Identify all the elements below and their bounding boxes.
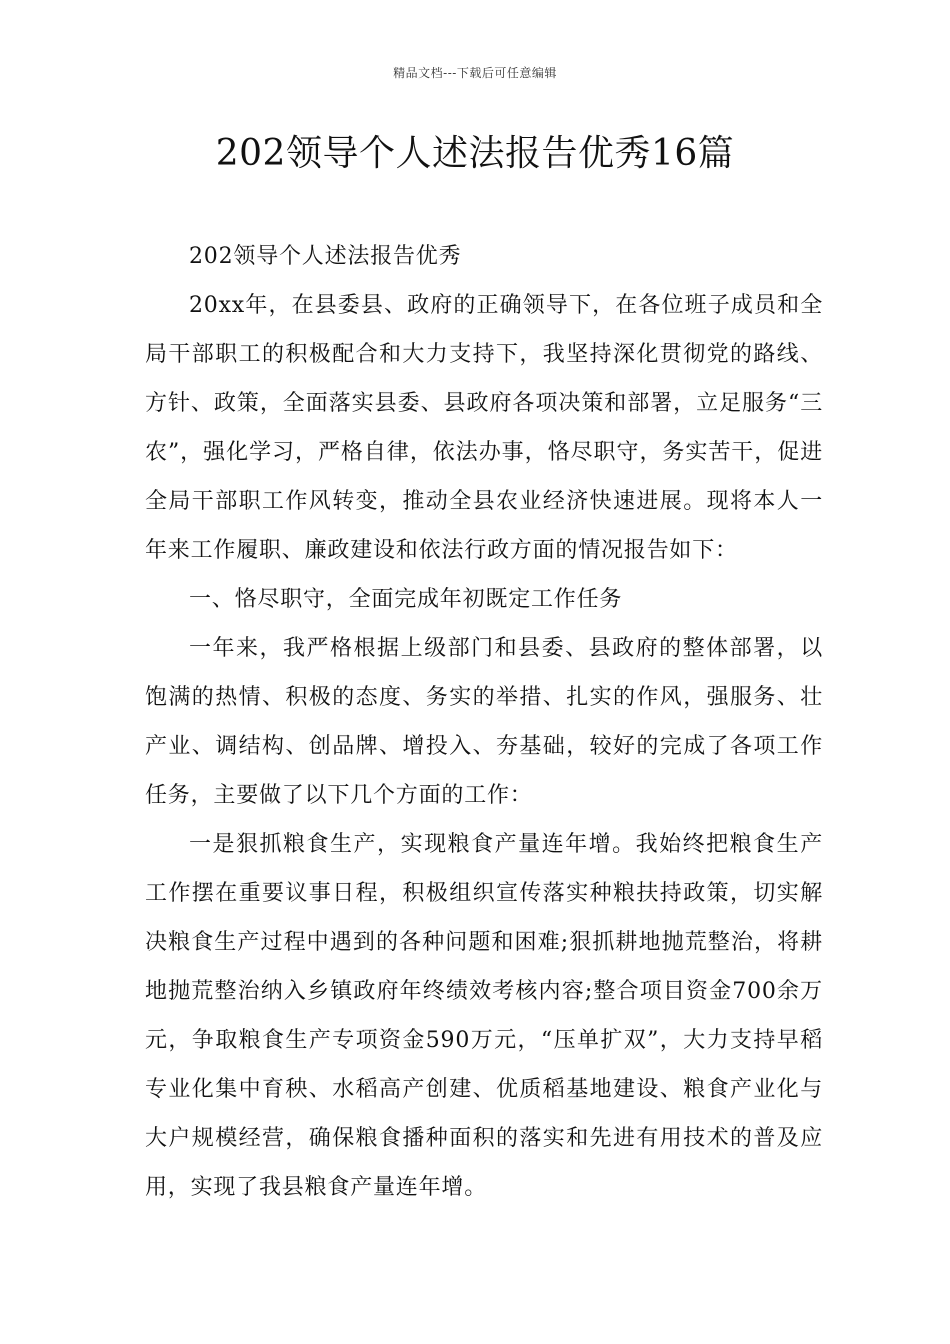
section-heading: 一、恪尽职守，全面完成年初既定工作任务 <box>189 587 623 612</box>
page-header-note: 精品文档---下载后可任意编辑 <box>393 66 557 80</box>
paragraph-subtitle: 202领导个人述法报告优秀 <box>189 244 462 269</box>
paragraph-intro: 20xx年，在县委县、政府的正确领导下，在各位班子成员和全局干部职工的积极配合和大力支持下，我坚持深化贯彻党的路线、方针、政策，全面落实县委、县政府各项决策和部署，立足服务“三农”，强化学习，严格自律，依法办事，恪尽职守，务实苦干，促进全局干部职工作风转变，推动全县农业经济快速进展。现将本人一年来工作履职、廉政建设和依法行政方面的情况报告如下： <box>145 293 823 563</box>
paragraph-overview: 一年来，我严格根据上级部门和县委、县政府的整体部署，以饱满的热情、积极的态度、务实的举措、扎实的作风，强服务、壮产业、调结构、创品牌、增投入、夯基础，较好的完成了各项工作任务，主要做了以下几个方面的工作： <box>145 636 823 808</box>
paragraph-grain-production: 一是狠抓粮食生产，实现粮食产量连年增。我始终把粮食生产工作摆在重要议事日程，积极组织宣传落实种粮扶持政策，切实解决粮食生产过程中遇到的各种问题和困难;狠抓耕地抛荒整治，将耕地抛荒整治纳入乡镇政府年终绩效考核内容;整合项目资金700余万元，争取粮食生产专项资金590万元，“压单扩双”，大力支持早稻专业化集中育秧、水稻高产创建、优质稻基地建设、粮食产业化与大户规模经营，确保粮食播种面积的落实和先进有用技术的普及应用，实现了我县粮食产量连年增。 <box>145 832 823 1200</box>
document-title: 202领导个人述法报告优秀16篇 <box>215 133 735 174</box>
document-body <box>145 232 823 1212</box>
